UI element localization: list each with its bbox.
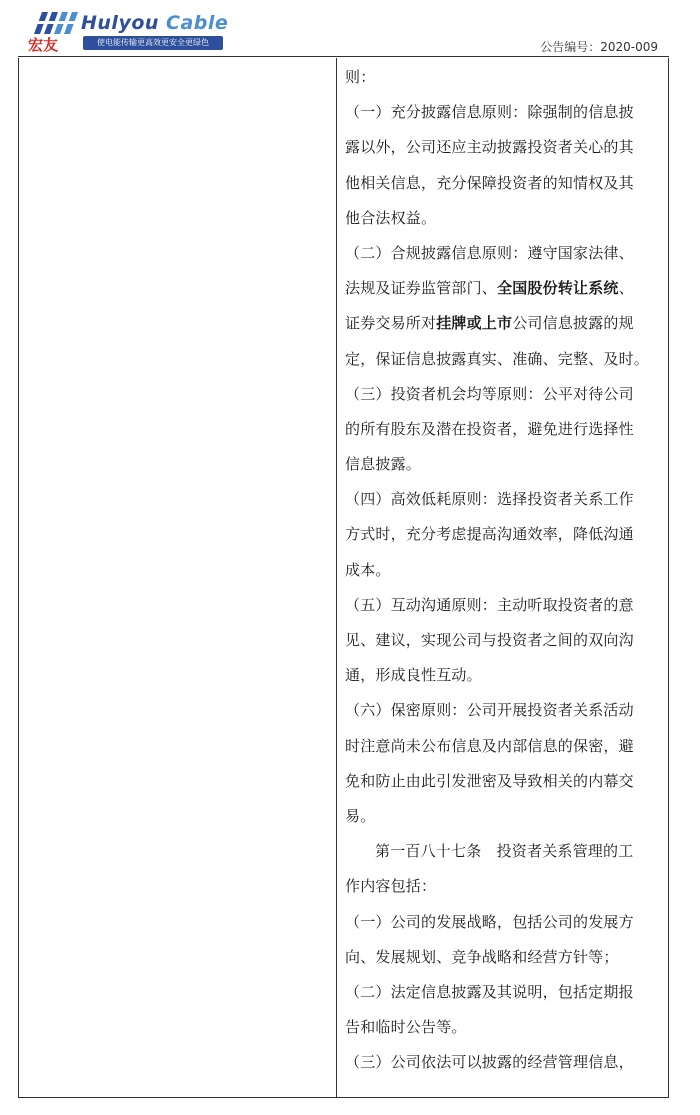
text-run: 见、建议，实现公司与投资者之间的双向沟	[345, 631, 634, 649]
text-run: （二）合规披露信息原则：遵守国家法律、	[345, 243, 634, 262]
text-run: 信息披露。	[345, 455, 422, 474]
table-column-divider	[336, 58, 337, 1098]
text-line	[345, 201, 661, 236]
text-line	[345, 553, 661, 588]
text-run: 的所有股东及潜在投资者，避免进行选择性	[345, 419, 634, 438]
logo-emblem-icon	[28, 10, 80, 36]
text-line	[345, 306, 661, 341]
text-line	[345, 130, 661, 165]
text-line	[345, 1010, 661, 1045]
text-line	[345, 95, 661, 130]
text-line	[345, 236, 661, 271]
text-run: 他合法权益。	[345, 208, 437, 227]
table-left-cell	[19, 58, 335, 1097]
text-line	[345, 1045, 661, 1080]
text-run: 他相关信息，充分保障投资者的知情权及其	[345, 173, 634, 192]
text-run: 法规及证券监管部门、	[345, 279, 498, 298]
text-run: 露以外，公司还应主动披露投资者关心的其	[345, 138, 634, 157]
text-run: （六）保密原则：公司开展投资者关系活动	[345, 701, 634, 720]
text-run: 向、发展规划、竞争战略和经营方针等；	[345, 947, 619, 966]
text-run: 定，保证信息披露真实、准确、完整、及时。	[345, 349, 650, 368]
text-line	[345, 166, 661, 201]
bold-text-run: 全国股份转让系统	[497, 279, 619, 298]
text-line	[345, 729, 661, 764]
table-right-cell	[345, 60, 661, 1095]
text-line	[345, 693, 661, 728]
text-run: （二）法定信息披露及其说明，包括定期报	[345, 982, 634, 1001]
text-run: （三）投资者机会均等原则：公平对待公司	[345, 384, 634, 403]
text-line	[345, 940, 661, 975]
text-line	[345, 905, 661, 940]
text-line	[345, 517, 661, 552]
text-run: 第一百八十七条 投资者关系管理的工	[375, 842, 634, 861]
text-line	[345, 482, 661, 517]
announcement-number: 公告编号：2020-009	[540, 40, 658, 54]
text-run: 通，形成良性互动。	[345, 666, 482, 685]
text-run: 、	[618, 279, 634, 298]
text-run: 公司信息披露的规	[512, 314, 634, 333]
text-line	[345, 869, 661, 904]
text-run: 告和临时公告等。	[345, 1018, 467, 1037]
text-run: 易。	[345, 806, 376, 825]
text-line	[345, 60, 661, 95]
text-line	[345, 342, 661, 377]
text-run: 证券交易所对	[345, 314, 437, 333]
text-run: 方式时，充分考虑提高沟通效率，降低沟通	[345, 525, 634, 544]
text-line	[345, 447, 661, 482]
text-line	[345, 271, 661, 306]
text-run: （四）高效低耗原则：选择投资者关系工作	[345, 490, 634, 509]
text-line	[345, 975, 661, 1010]
text-run: （三）公司依法可以披露的经营管理信息，	[345, 1053, 634, 1072]
text-line	[345, 764, 661, 799]
text-line	[345, 799, 661, 834]
text-line	[345, 412, 661, 447]
text-line	[345, 623, 661, 658]
text-run: 免和防止由此引发泄密及导致相关的内幕交	[345, 771, 634, 790]
text-run: 时注意尚未公布信息及内部信息的保密，避	[345, 736, 634, 755]
text-run: 作内容包括：	[345, 877, 437, 896]
logo-chinese-name: 宏友	[28, 36, 59, 54]
text-line	[345, 834, 661, 869]
header-rule	[18, 56, 669, 57]
bold-text-run: 挂牌或上市	[436, 314, 513, 333]
text-line	[345, 658, 661, 693]
text-run: （一）公司的发展战略，包括公司的发展方	[345, 912, 634, 931]
text-line	[345, 377, 661, 412]
logo-slogan: 使电能传输更高效更安全更绿色	[83, 36, 223, 50]
company-logo	[28, 10, 229, 56]
text-run: （五）互动沟通原则：主动听取投资者的意	[345, 595, 634, 614]
text-run: 则：	[345, 68, 376, 86]
text-run: （一）充分披露信息原则：除强制的信息披	[345, 103, 634, 122]
page-header	[0, 0, 700, 62]
logo-wordmark: Hulyou Cable	[81, 12, 229, 34]
text-line	[345, 588, 661, 623]
text-run: 成本。	[345, 560, 391, 579]
